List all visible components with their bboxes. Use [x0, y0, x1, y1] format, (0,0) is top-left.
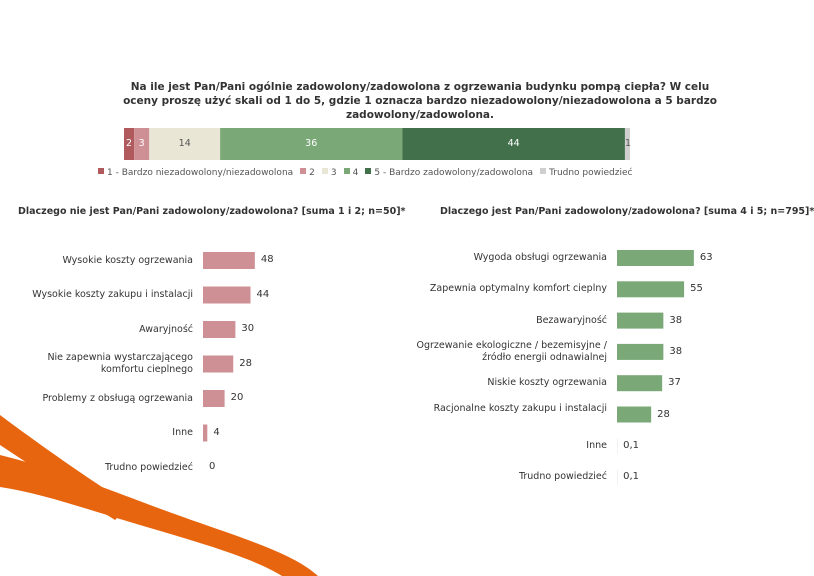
legend-swatch	[300, 168, 306, 174]
legend-item	[540, 168, 632, 178]
right-chart-title: Dlaczego jest Pan/Pani zadowolony/zadowolona? [suma 4 i 5; n=795]*	[440, 206, 814, 217]
right-category-label: Zapewnia optymalny komfort cieplny	[429, 283, 607, 295]
segment-value-label: 36	[305, 138, 318, 149]
left-value-label: 30	[241, 323, 255, 334]
right-category-label: Niskie koszty ogrzewania	[487, 377, 607, 389]
right-bar	[617, 344, 663, 360]
left-category-label: Inne	[172, 427, 193, 438]
legend-swatch	[98, 168, 104, 174]
left-category-label: Trudno powiedzieć	[104, 461, 193, 473]
segment-value-label: 2	[126, 138, 133, 149]
right-bar	[617, 281, 684, 297]
left-value-label: 28	[239, 357, 252, 369]
left-bar	[203, 356, 233, 373]
left-bar	[203, 390, 225, 407]
right-category-label: Inne	[586, 439, 607, 451]
right-bar	[617, 407, 651, 423]
right-category-label: Wygoda obsługi ogrzewania	[473, 252, 607, 263]
right-value-label: 0,1	[623, 471, 640, 483]
legend-label: 5 - Bardzo zadowolony/zadowolona	[374, 168, 534, 178]
right-value-label: 37	[668, 377, 681, 389]
legend-label: 3	[330, 168, 337, 178]
left-category-label: Wysokie koszty ogrzewania	[62, 254, 193, 266]
left-bar	[203, 252, 255, 269]
left-category-label: Problemy z obsługą ogrzewania	[42, 392, 193, 404]
left-bar-chart	[203, 252, 255, 442]
left-value-label: 0	[209, 461, 216, 472]
legend-item	[300, 168, 315, 178]
right-bar	[617, 375, 662, 391]
legend-swatch	[540, 168, 546, 174]
right-value-label: 0,1	[623, 439, 640, 451]
right-value-label: 38	[669, 314, 683, 326]
left-bar	[203, 425, 207, 442]
segment-value-label: 14	[178, 138, 191, 149]
chart-title: Na ile jest Pan/Pani ogólnie zadowolony/zadowolona z ogrzewania budynku pompą ciepła? W celu oceny proszę użyć skali od 1 do 5, gdzie 1 oznacza bardzo niezadowolony/niezadowolona a 5 bardzo zadowolony/zadowolona.	[123, 81, 717, 121]
right-bar	[617, 313, 663, 329]
legend-item	[344, 168, 359, 178]
right-category-label: Trudno powiedzieć	[518, 471, 607, 483]
legend-item	[98, 168, 293, 178]
right-category-label: Racjonalne koszty zakupu i instalacji	[433, 402, 607, 414]
legend-label: 2	[309, 168, 315, 178]
legend	[98, 168, 718, 178]
segment-value-label: 3	[138, 138, 145, 149]
legend-swatch	[365, 168, 371, 174]
left-value-label: 20	[230, 392, 244, 403]
right-value-label: 28	[657, 408, 670, 420]
right-value-label: 55	[690, 283, 703, 295]
left-value-label: 48	[260, 254, 274, 265]
left-bar	[203, 287, 251, 304]
right-value-label: 63	[699, 252, 713, 263]
legend-item	[322, 168, 337, 178]
legend-label: 4	[352, 168, 359, 178]
right-value-label: 38	[669, 345, 683, 357]
right-bar	[617, 250, 694, 266]
right-category-label: Ogrzewanie ekologiczne / bezemisyjne / źródło energii odnawialnej	[416, 339, 607, 363]
left-value-label: 44	[256, 288, 270, 300]
left-chart-title: Dlaczego nie jest Pan/Pani zadowolony/zadowolona? [suma 1 i 2; n=50]*	[18, 206, 406, 217]
right-category-label: Bezawaryjność	[536, 314, 607, 326]
left-category-label: Wysokie koszty zakupu i instalacji	[32, 289, 193, 300]
legend-swatch	[322, 168, 328, 174]
left-category-label: Awaryjność	[139, 323, 193, 335]
segment-value-label: 1	[624, 138, 631, 149]
left-value-label: 4	[213, 426, 220, 438]
legend-swatch	[344, 168, 350, 174]
legend-label: 1 - Bardzo niezadowolony/niezadowolona	[107, 168, 294, 178]
segment-value-label: 44	[507, 138, 520, 149]
legend-item	[365, 168, 533, 178]
legend-label: Trudno powiedzieć	[549, 168, 633, 178]
left-category-label: Nie zapewnia wystarczającego komfortu cieplnego	[47, 352, 193, 375]
left-bar	[203, 321, 235, 338]
